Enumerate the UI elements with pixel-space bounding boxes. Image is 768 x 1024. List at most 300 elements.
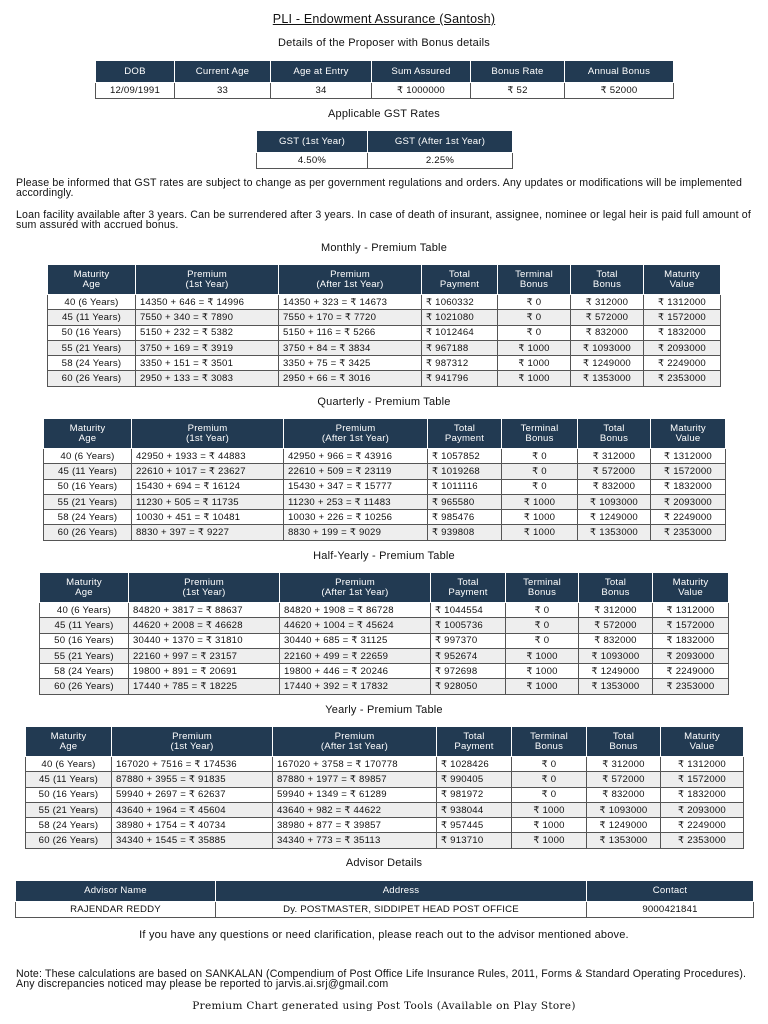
total-bonus-header xyxy=(578,419,651,449)
premium-first-year-cell: 17440 + 785 = ₹ 18225 xyxy=(129,679,280,694)
terminal-bonus-cell: ₹ 1000 xyxy=(512,833,587,848)
premium-after-first-year-cell: 3750 + 84 = ₹ 3834 xyxy=(279,340,422,355)
maturity-age-cell: 55 (21 Years) xyxy=(44,494,132,509)
header-line: Age xyxy=(59,740,78,752)
premium-first-year-header xyxy=(129,573,280,603)
premium-first-year-cell: 5150 + 232 = ₹ 5382 xyxy=(136,325,279,340)
table-row xyxy=(257,153,513,169)
maturity-age-cell: 45 (11 Years) xyxy=(40,618,129,633)
maturity-age-cell: 58 (24 Years) xyxy=(26,818,112,833)
terminal-bonus-cell: ₹ 1000 xyxy=(512,818,587,833)
total-payment-cell: ₹ 913710 xyxy=(437,833,512,848)
total-payment-cell: ₹ 1028426 xyxy=(437,757,512,772)
header-line: Total xyxy=(448,269,471,280)
maturity-value-header xyxy=(651,419,726,449)
maturity-value-cell: ₹ 2353000 xyxy=(653,679,729,694)
premium-after-first-year-cell: 7550 + 170 = ₹ 7720 xyxy=(279,310,422,325)
header-line: Maturity xyxy=(664,269,700,280)
terminal-bonus-cell: ₹ 0 xyxy=(502,479,578,494)
proposer-header: Annual Bonus xyxy=(565,61,674,83)
premium-after-first-year-cell: 42950 + 966 = ₹ 43916 xyxy=(284,449,428,464)
premium-first-year-cell: 22610 + 1017 = ₹ 23627 xyxy=(132,464,284,479)
total-payment-cell: ₹ 1057852 xyxy=(428,449,502,464)
header-line: Premium xyxy=(172,731,212,742)
maturity-age-cell: 40 (6 Years) xyxy=(26,757,112,772)
proposer-header: Current Age xyxy=(175,61,271,83)
header-line: Age xyxy=(78,432,97,444)
premium-first-year-cell: 8830 + 397 = ₹ 9227 xyxy=(132,525,284,540)
gst-caption: Applicable GST Rates xyxy=(327,108,441,120)
total-bonus-cell: ₹ 832000 xyxy=(587,787,661,802)
proposer-cell: 34 xyxy=(271,83,372,99)
terminal-bonus-header xyxy=(506,573,579,603)
premium-first-year-header xyxy=(112,727,273,757)
total-payment-cell: ₹ 965580 xyxy=(428,494,502,509)
maturity-age-cell: 60 (26 Years) xyxy=(48,371,136,386)
table-row xyxy=(26,757,744,772)
advisor-cell: 9000421841 xyxy=(587,902,754,918)
terminal-bonus-cell: ₹ 0 xyxy=(498,295,571,310)
advisor-table xyxy=(15,880,754,918)
header-line: Maturity xyxy=(73,269,110,280)
header-line: Age xyxy=(75,586,93,598)
proposer-header: Sum Assured xyxy=(372,61,471,83)
monthly-caption: Monthly - Premium Table xyxy=(320,242,448,254)
premium-first-year-cell: 7550 + 340 = ₹ 7890 xyxy=(136,310,279,325)
maturity-value-cell: ₹ 2093000 xyxy=(661,802,744,817)
header-line: (1st Year) xyxy=(185,278,229,290)
total-payment-header xyxy=(422,265,498,295)
header-line: Total xyxy=(612,731,635,742)
terminal-bonus-cell: ₹ 1000 xyxy=(506,679,579,694)
premium-first-year-cell: 59940 + 2697 = ₹ 62637 xyxy=(112,787,273,802)
table-row xyxy=(96,83,674,99)
proposer-header: Age at Entry xyxy=(271,61,372,83)
terminal-bonus-cell: ₹ 1000 xyxy=(502,510,578,525)
header-line: (After 1st Year) xyxy=(316,278,384,290)
header-line: (1st Year) xyxy=(185,432,230,444)
premium-after-first-year-cell: 84820 + 1908 = ₹ 86728 xyxy=(280,603,431,618)
header-line: Premium xyxy=(335,423,376,434)
maturity-value-cell: ₹ 1312000 xyxy=(653,603,729,618)
header-line: Total xyxy=(453,423,476,434)
premium-after-first-year-cell: 15430 + 347 = ₹ 15777 xyxy=(284,479,428,494)
gst-notice: Please be informed that GST rates are subject to change as per government regulations and orders. Any updates or modifications will be implemented accordingly. xyxy=(16,177,742,199)
advisor-cell: RAJENDAR REDDY xyxy=(16,902,216,918)
table-row xyxy=(48,356,721,371)
header-line: Premium xyxy=(334,731,375,742)
table-row xyxy=(26,818,744,833)
total-payment-cell: ₹ 981972 xyxy=(437,787,512,802)
total-payment-cell: ₹ 1012464 xyxy=(422,325,498,340)
table-row xyxy=(40,679,729,694)
premium-first-year-cell: 34340 + 1545 = ₹ 35885 xyxy=(112,833,273,848)
quarterly-caption: Quarterly - Premium Table xyxy=(317,396,451,408)
header-line: Age xyxy=(82,278,101,290)
premium-after-first-year-cell: 59940 + 1349 = ₹ 61289 xyxy=(273,787,437,802)
header-line: Value xyxy=(669,278,695,290)
premium-after-first-year-cell: 38980 + 877 = ₹ 39857 xyxy=(273,818,437,833)
terminal-bonus-cell: ₹ 0 xyxy=(498,325,571,340)
premium-first-year-cell: 43640 + 1964 = ₹ 45604 xyxy=(112,802,273,817)
premium-first-year-cell: 38980 + 1754 = ₹ 40734 xyxy=(112,818,273,833)
header-line: Premium xyxy=(187,269,227,280)
yearly-caption: Yearly - Premium Table xyxy=(325,704,443,716)
gst-header: GST (After 1st Year) xyxy=(368,131,513,153)
maturity-age-cell: 50 (16 Years) xyxy=(40,633,129,648)
premium-first-year-cell: 10030 + 451 = ₹ 10481 xyxy=(132,510,284,525)
maturity-value-header xyxy=(644,265,721,295)
maturity-age-header xyxy=(26,727,112,757)
footer-credit: Premium Chart generated using Post Tools (Available on Play Store) xyxy=(192,1000,576,1012)
header-line: Maturity xyxy=(69,423,106,434)
premium-after-first-year-header xyxy=(280,573,431,603)
loan-notice: Loan facility available after 3 years. Can be surrendered after 3 years. In case of death of insurant, assignee, nominee or legal heir is paid full amount of sum assured with accrued bonus. xyxy=(16,209,751,231)
table-row xyxy=(48,295,721,310)
total-payment-cell: ₹ 972698 xyxy=(431,664,506,679)
proposer-cell: ₹ 52 xyxy=(471,83,565,99)
total-bonus-cell: ₹ 1249000 xyxy=(578,510,651,525)
proposer-cell: ₹ 1000000 xyxy=(372,83,471,99)
total-payment-header xyxy=(431,573,506,603)
terminal-bonus-cell: ₹ 0 xyxy=(512,772,587,787)
monthly-premium-table xyxy=(47,264,721,387)
table-row xyxy=(44,464,726,479)
terminal-bonus-cell: ₹ 1000 xyxy=(506,664,579,679)
total-bonus-cell: ₹ 312000 xyxy=(587,757,661,772)
terminal-bonus-header xyxy=(512,727,587,757)
maturity-value-cell: ₹ 1312000 xyxy=(661,757,744,772)
maturity-age-cell: 60 (26 Years) xyxy=(26,833,112,848)
premium-after-first-year-cell: 10030 + 226 = ₹ 10256 xyxy=(284,510,428,525)
maturity-age-cell: 58 (24 Years) xyxy=(44,510,132,525)
maturity-age-cell: 45 (11 Years) xyxy=(48,310,136,325)
premium-first-year-header xyxy=(136,265,279,295)
header-line: Value xyxy=(689,740,715,752)
total-bonus-header xyxy=(571,265,644,295)
maturity-age-cell: 58 (24 Years) xyxy=(40,664,129,679)
terminal-bonus-header xyxy=(502,419,578,449)
total-payment-cell: ₹ 1019268 xyxy=(428,464,502,479)
total-payment-cell: ₹ 1005736 xyxy=(431,618,506,633)
table-row xyxy=(48,325,721,340)
total-bonus-cell: ₹ 1353000 xyxy=(578,525,651,540)
table-row xyxy=(26,802,744,817)
premium-first-year-cell: 2950 + 133 = ₹ 3083 xyxy=(136,371,279,386)
header-line: (After 1st Year) xyxy=(320,740,389,752)
total-bonus-cell: ₹ 1093000 xyxy=(578,494,651,509)
proposer-cell: ₹ 52000 xyxy=(565,83,674,99)
table-row xyxy=(44,525,726,540)
premium-after-first-year-cell: 17440 + 392 = ₹ 17832 xyxy=(280,679,431,694)
premium-after-first-year-cell: 5150 + 116 = ₹ 5266 xyxy=(279,325,422,340)
maturity-value-cell: ₹ 1572000 xyxy=(651,464,726,479)
premium-after-first-year-header xyxy=(273,727,437,757)
header-line: Value xyxy=(675,432,701,444)
total-bonus-cell: ₹ 1249000 xyxy=(587,818,661,833)
header-line: Maturity xyxy=(684,731,720,742)
maturity-age-cell: 55 (21 Years) xyxy=(48,340,136,355)
total-payment-cell: ₹ 1060332 xyxy=(422,295,498,310)
premium-after-first-year-cell: 22610 + 509 = ₹ 23119 xyxy=(284,464,428,479)
total-payment-cell: ₹ 941796 xyxy=(422,371,498,386)
header-line: Premium xyxy=(330,269,370,280)
header-line: Total xyxy=(604,577,627,588)
advisor-header: Advisor Name xyxy=(16,881,216,902)
total-bonus-cell: ₹ 572000 xyxy=(571,310,644,325)
header-line: Maturity xyxy=(670,423,706,434)
gst-header: GST (1st Year) xyxy=(257,131,368,153)
total-bonus-cell: ₹ 1093000 xyxy=(579,648,653,663)
total-payment-cell: ₹ 997370 xyxy=(431,633,506,648)
header-line: Value xyxy=(678,586,703,598)
total-payment-cell: ₹ 1021080 xyxy=(422,310,498,325)
premium-first-year-header xyxy=(132,419,284,449)
header-line: Terminal xyxy=(523,577,561,588)
advisor-header: Address xyxy=(216,881,587,902)
yearly-premium-table xyxy=(25,726,744,849)
header-line: Maturity xyxy=(66,577,102,588)
header-line: Premium xyxy=(184,577,224,588)
header-line: (After 1st Year) xyxy=(321,432,390,444)
table-row xyxy=(44,494,726,509)
total-bonus-header xyxy=(587,727,661,757)
maturity-value-cell: ₹ 1572000 xyxy=(644,310,721,325)
header-line: Bonus xyxy=(592,278,622,290)
maturity-age-cell: 40 (6 Years) xyxy=(40,603,129,618)
table-row xyxy=(48,340,721,355)
header-line: Bonus xyxy=(609,740,638,752)
table-row xyxy=(26,833,744,848)
table-row xyxy=(44,510,726,525)
terminal-bonus-header xyxy=(498,265,571,295)
document-title: PLI - Endowment Assurance (Santosh) xyxy=(272,12,496,26)
table-row xyxy=(44,479,726,494)
total-bonus-cell: ₹ 1093000 xyxy=(571,340,644,355)
premium-first-year-cell: 30440 + 1370 = ₹ 31810 xyxy=(129,633,280,648)
premium-after-first-year-cell: 44620 + 1004 = ₹ 45624 xyxy=(280,618,431,633)
maturity-value-cell: ₹ 1572000 xyxy=(653,618,729,633)
maturity-age-cell: 55 (21 Years) xyxy=(40,648,129,663)
header-line: Bonus xyxy=(525,432,554,444)
terminal-bonus-cell: ₹ 0 xyxy=(502,449,578,464)
premium-first-year-cell: 167020 + 7516 = ₹ 174536 xyxy=(112,757,273,772)
premium-after-first-year-cell: 14350 + 323 = ₹ 14673 xyxy=(279,295,422,310)
header-line: Premium xyxy=(187,423,228,434)
maturity-value-cell: ₹ 1832000 xyxy=(661,787,744,802)
header-line: Terminal xyxy=(515,269,553,280)
total-payment-cell: ₹ 1011116 xyxy=(428,479,502,494)
premium-after-first-year-header xyxy=(279,265,422,295)
total-payment-header xyxy=(437,727,512,757)
proposer-table xyxy=(95,60,674,99)
terminal-bonus-cell: ₹ 0 xyxy=(506,603,579,618)
table-row xyxy=(16,902,754,918)
premium-after-first-year-cell: 19800 + 446 = ₹ 20246 xyxy=(280,664,431,679)
total-bonus-cell: ₹ 832000 xyxy=(571,325,644,340)
total-bonus-cell: ₹ 1353000 xyxy=(587,833,661,848)
terminal-bonus-cell: ₹ 0 xyxy=(506,633,579,648)
maturity-value-cell: ₹ 2093000 xyxy=(644,340,721,355)
header-line: Total xyxy=(596,269,618,280)
premium-after-first-year-cell: 87880 + 1977 = ₹ 89857 xyxy=(273,772,437,787)
maturity-age-header xyxy=(40,573,129,603)
maturity-value-cell: ₹ 1312000 xyxy=(644,295,721,310)
terminal-bonus-cell: ₹ 1000 xyxy=(502,525,578,540)
premium-after-first-year-cell: 2950 + 66 = ₹ 3016 xyxy=(279,371,422,386)
proposer-header: Bonus Rate xyxy=(471,61,565,83)
header-line: (1st Year) xyxy=(170,740,214,752)
maturity-age-cell: 50 (16 Years) xyxy=(26,787,112,802)
premium-first-year-cell: 42950 + 1933 = ₹ 44883 xyxy=(132,449,284,464)
header-line: Premium xyxy=(335,577,375,588)
maturity-value-header xyxy=(653,573,729,603)
proposer-header: DOB xyxy=(96,61,175,83)
header-line: Payment xyxy=(444,432,485,444)
table-row xyxy=(40,648,729,663)
maturity-value-cell: ₹ 2249000 xyxy=(644,356,721,371)
terminal-bonus-cell: ₹ 1000 xyxy=(498,356,571,371)
total-bonus-cell: ₹ 1249000 xyxy=(579,664,653,679)
maturity-age-cell: 40 (6 Years) xyxy=(44,449,132,464)
total-payment-cell: ₹ 928050 xyxy=(431,679,506,694)
gst-cell: 4.50% xyxy=(257,153,368,169)
total-payment-cell: ₹ 987312 xyxy=(422,356,498,371)
maturity-value-cell: ₹ 2353000 xyxy=(644,371,721,386)
table-row xyxy=(48,371,721,386)
maturity-age-cell: 50 (16 Years) xyxy=(48,325,136,340)
premium-first-year-cell: 44620 + 2008 = ₹ 46628 xyxy=(129,618,280,633)
maturity-value-cell: ₹ 1572000 xyxy=(661,772,744,787)
premium-after-first-year-cell: 30440 + 685 = ₹ 31125 xyxy=(280,633,431,648)
table-row xyxy=(40,618,729,633)
total-payment-cell: ₹ 952674 xyxy=(431,648,506,663)
maturity-age-cell: 55 (21 Years) xyxy=(26,802,112,817)
header-line: Terminal xyxy=(530,731,568,742)
total-payment-cell: ₹ 985476 xyxy=(428,510,502,525)
maturity-age-cell: 45 (11 Years) xyxy=(44,464,132,479)
half-yearly-premium-table xyxy=(39,572,729,695)
table-row xyxy=(44,449,726,464)
maturity-value-cell: ₹ 2249000 xyxy=(661,818,744,833)
maturity-age-header xyxy=(48,265,136,295)
terminal-bonus-cell: ₹ 0 xyxy=(502,464,578,479)
table-row xyxy=(48,310,721,325)
total-payment-cell: ₹ 967188 xyxy=(422,340,498,355)
maturity-value-cell: ₹ 1312000 xyxy=(651,449,726,464)
proposer-cell: 33 xyxy=(175,83,271,99)
premium-first-year-cell: 87880 + 3955 = ₹ 91835 xyxy=(112,772,273,787)
maturity-value-cell: ₹ 2353000 xyxy=(661,833,744,848)
maturity-age-cell: 50 (16 Years) xyxy=(44,479,132,494)
table-row xyxy=(40,664,729,679)
maturity-age-cell: 45 (11 Years) xyxy=(26,772,112,787)
total-bonus-header xyxy=(579,573,653,603)
maturity-value-cell: ₹ 2353000 xyxy=(651,525,726,540)
header-line: Bonus xyxy=(534,740,564,752)
gst-cell: 2.25% xyxy=(368,153,513,169)
premium-first-year-cell: 19800 + 891 = ₹ 20691 xyxy=(129,664,280,679)
terminal-bonus-cell: ₹ 0 xyxy=(506,618,579,633)
premium-first-year-cell: 14350 + 646 = ₹ 14996 xyxy=(136,295,279,310)
total-bonus-cell: ₹ 312000 xyxy=(571,295,644,310)
header-line: Maturity xyxy=(50,731,87,742)
gst-table xyxy=(256,130,513,169)
terminal-bonus-cell: ₹ 1000 xyxy=(498,371,571,386)
premium-first-year-cell: 3350 + 151 = ₹ 3501 xyxy=(136,356,279,371)
advisor-cell: Dy. POSTMASTER, SIDDIPET HEAD POST OFFICE xyxy=(216,902,587,918)
advisor-note: If you have any questions or need clarification, please reach out to the advisor mentioned above. xyxy=(139,929,629,941)
header-line: Maturity xyxy=(672,577,709,588)
maturity-age-cell: 40 (6 Years) xyxy=(48,295,136,310)
terminal-bonus-cell: ₹ 0 xyxy=(512,757,587,772)
table-row xyxy=(40,633,729,648)
total-bonus-cell: ₹ 832000 xyxy=(578,479,651,494)
premium-first-year-cell: 22160 + 997 = ₹ 23157 xyxy=(129,648,280,663)
terminal-bonus-cell: ₹ 1000 xyxy=(498,340,571,355)
total-bonus-cell: ₹ 572000 xyxy=(587,772,661,787)
proposer-cell: 12/09/1991 xyxy=(96,83,175,99)
maturity-age-cell: 58 (24 Years) xyxy=(48,356,136,371)
maturity-value-cell: ₹ 2249000 xyxy=(653,664,729,679)
table-row xyxy=(26,772,744,787)
maturity-value-cell: ₹ 1832000 xyxy=(651,479,726,494)
quarterly-premium-table xyxy=(43,418,726,541)
header-line: (After 1st Year) xyxy=(321,586,389,598)
terminal-bonus-cell: ₹ 1000 xyxy=(512,802,587,817)
terminal-bonus-cell: ₹ 0 xyxy=(498,310,571,325)
total-payment-cell: ₹ 1044554 xyxy=(431,603,506,618)
half-yearly-caption: Half-Yearly - Premium Table xyxy=(313,550,455,562)
premium-first-year-cell: 11230 + 505 = ₹ 11735 xyxy=(132,494,284,509)
advisor-caption: Advisor Details xyxy=(345,857,423,869)
maturity-age-header xyxy=(44,419,132,449)
total-bonus-cell: ₹ 1353000 xyxy=(571,371,644,386)
header-line: Total xyxy=(457,577,479,588)
premium-after-first-year-header xyxy=(284,419,428,449)
maturity-age-cell: 60 (26 Years) xyxy=(44,525,132,540)
maturity-value-cell: ₹ 1832000 xyxy=(644,325,721,340)
maturity-age-cell: 60 (26 Years) xyxy=(40,679,129,694)
total-bonus-cell: ₹ 1249000 xyxy=(571,356,644,371)
total-bonus-cell: ₹ 1093000 xyxy=(587,802,661,817)
premium-after-first-year-cell: 11230 + 253 = ₹ 11483 xyxy=(284,494,428,509)
total-bonus-cell: ₹ 312000 xyxy=(578,449,651,464)
total-bonus-cell: ₹ 312000 xyxy=(579,603,653,618)
header-line: (1st Year) xyxy=(182,586,226,598)
total-payment-cell: ₹ 990405 xyxy=(437,772,512,787)
premium-first-year-cell: 15430 + 694 = ₹ 16124 xyxy=(132,479,284,494)
header-line: Bonus xyxy=(527,586,557,598)
premium-after-first-year-cell: 8830 + 199 = ₹ 9029 xyxy=(284,525,428,540)
header-line: Bonus xyxy=(519,278,549,290)
premium-after-first-year-cell: 34340 + 773 = ₹ 35113 xyxy=(273,833,437,848)
total-payment-cell: ₹ 957445 xyxy=(437,818,512,833)
premium-first-year-cell: 84820 + 3817 = ₹ 88637 xyxy=(129,603,280,618)
header-line: Total xyxy=(603,423,625,434)
maturity-value-cell: ₹ 2093000 xyxy=(653,648,729,663)
total-bonus-cell: ₹ 1353000 xyxy=(579,679,653,694)
total-bonus-cell: ₹ 572000 xyxy=(578,464,651,479)
premium-after-first-year-cell: 167020 + 3758 = ₹ 170778 xyxy=(273,757,437,772)
header-line: Total xyxy=(463,731,485,742)
total-payment-cell: ₹ 938044 xyxy=(437,802,512,817)
table-row xyxy=(40,603,729,618)
table-row xyxy=(26,787,744,802)
maturity-value-header xyxy=(661,727,744,757)
header-line: Bonus xyxy=(601,586,630,598)
total-payment-header xyxy=(428,419,502,449)
